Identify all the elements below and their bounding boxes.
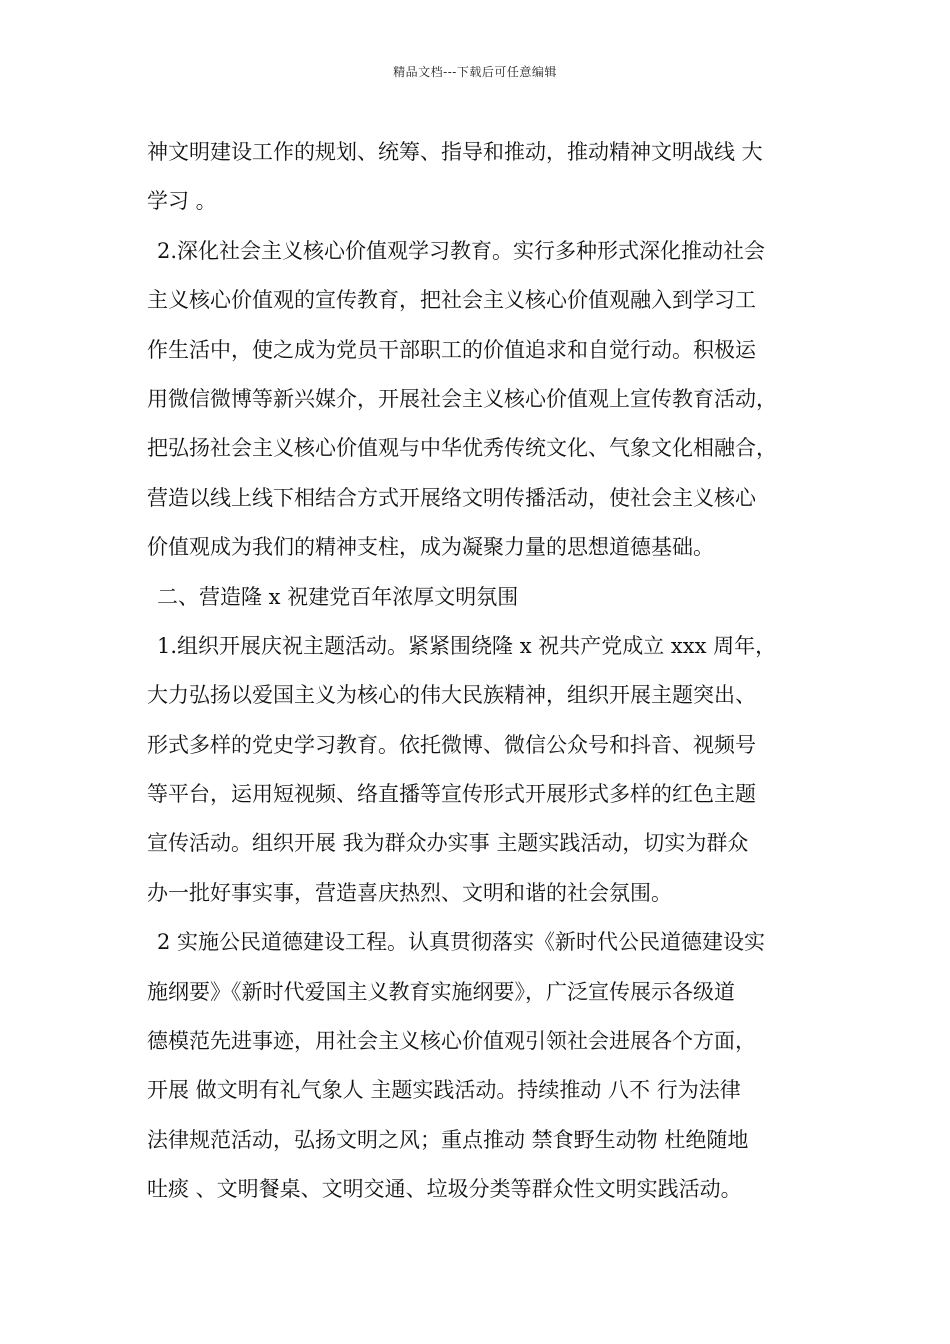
text-line: 营造以线上线下相结合方式开展络文明传播活动，使社会主义核心 bbox=[147, 485, 756, 510]
text-line: 德模范先进事迹，用社会主义核心价值观引领社会进展各个方面， bbox=[147, 1029, 756, 1054]
text-line: 吐痰 、文明餐桌、文明交通、垃圾分类等群众性文明实践活动。 bbox=[147, 1177, 742, 1202]
section-heading: 二、营造隆 x 祝建党百年浓厚文明氛围 bbox=[157, 584, 519, 609]
text-line: 法律规范活动，弘扬文明之风；重点推动 禁食野生动物 杜绝随地 bbox=[147, 1127, 749, 1152]
text-line: 等平台，运用短视频、络直播等宣传形式开展形式多样的红色主题 bbox=[147, 782, 756, 807]
text-line: 价值观成为我们的精神支柱，成为凝聚力量的思想道德基础。 bbox=[147, 535, 714, 560]
page-header: 精品文档---下载后可任意编辑 bbox=[393, 65, 557, 79]
text-line: 神文明建设工作的规划、统筹、指导和推动，推动精神文明战线 大 bbox=[147, 140, 763, 164]
text-line: 开展 做文明有礼气象人 主题实践活动。持续推动 八不 行为法律 bbox=[147, 1078, 741, 1103]
text-line: 形式多样的党史学习教育。依托微博、微信公众号和抖音、视频号 bbox=[147, 732, 756, 757]
text-line: 用微信微博等新兴媒介，开展社会主义核心价值观上宣传教育活动， bbox=[147, 386, 777, 411]
paragraph-start: 1.组织开展庆祝主题活动。紧紧围绕隆 x 祝共产党成立 xxx 周年， bbox=[157, 633, 777, 658]
document-body bbox=[147, 128, 827, 1215]
text-line: 学习 。 bbox=[147, 189, 217, 214]
text-line: 主义核心价值观的宣传教育，把社会主义核心价值观融入到学习工 bbox=[147, 288, 756, 313]
text-line: 作生活中，使之成为党员干部职工的价值追求和自觉行动。积极运 bbox=[147, 337, 756, 362]
paragraph-start: 2.深化社会主义核心价值观学习教育。实行多种形式深化推动社会 bbox=[157, 238, 766, 263]
paragraph-start: 2 实施公民道德建设工程。认真贯彻落实《新时代公民道德建设实 bbox=[157, 930, 766, 955]
text-line: 把弘扬社会主义核心价值观与中华优秀传统文化、气象文化相融合， bbox=[147, 436, 777, 461]
text-line: 办一批好事实事，营造喜庆热烈、文明和谐的社会氛围。 bbox=[147, 880, 672, 905]
text-line: 大力弘扬以爱国主义为核心的伟大民族精神，组织开展主题突出、 bbox=[147, 683, 756, 708]
text-line: 施纲要》《新时代爱国主义教育实施纲要》，广泛宣传展示各级道 bbox=[147, 979, 735, 1004]
text-line: 宣传活动。组织开展 我为群众办实事 主题实践活动，切实为群众 bbox=[147, 831, 749, 856]
